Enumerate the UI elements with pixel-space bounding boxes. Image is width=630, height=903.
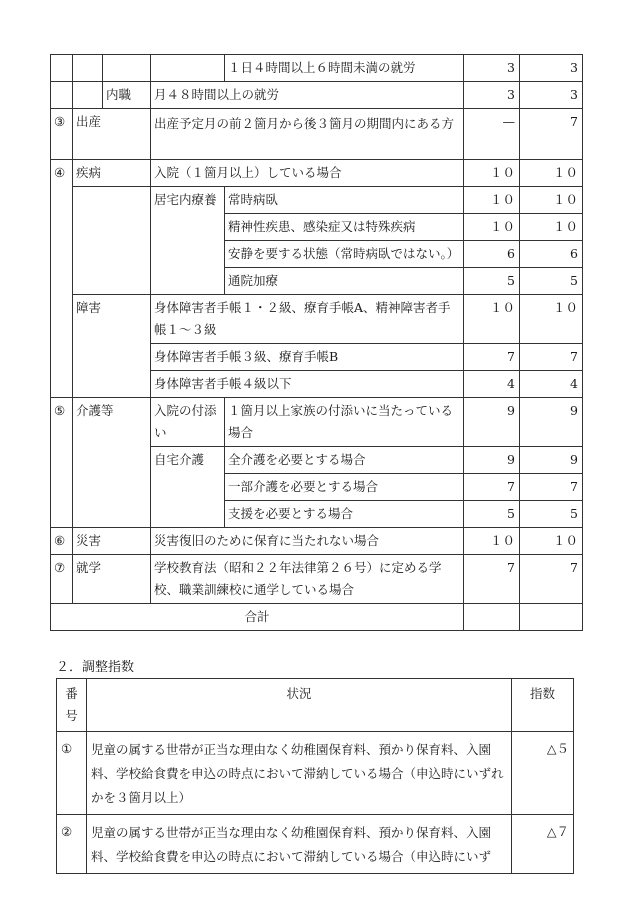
no-cell: ③ xyxy=(51,109,73,160)
table-row xyxy=(51,55,583,82)
value-cell: 9 xyxy=(520,447,583,474)
table-row xyxy=(51,555,583,604)
desc-cell: 身体障害者手帳４級以下 xyxy=(151,371,464,398)
header-no: 番号 xyxy=(57,679,87,732)
value-cell: 3 xyxy=(464,55,520,82)
no-cell: ② xyxy=(57,815,87,874)
value-cell: 5 xyxy=(520,268,583,295)
value-cell: 9 xyxy=(464,398,520,447)
category-cell: 障害 xyxy=(73,295,151,398)
desc-cell: 入院（１箇月以上）している場合 xyxy=(151,160,464,187)
table-header-row xyxy=(57,679,574,732)
value-cell: １０ xyxy=(520,187,583,214)
index-cell: △７ xyxy=(512,815,574,874)
table-row xyxy=(51,295,583,344)
table-row xyxy=(57,732,574,815)
table-row xyxy=(51,187,583,214)
index-cell: △５ xyxy=(512,732,574,815)
table-row xyxy=(51,528,583,555)
no-cell: ⑥ xyxy=(51,528,73,555)
category-cell: 出産 xyxy=(73,109,151,160)
value-cell: 3 xyxy=(520,82,583,109)
table-row xyxy=(51,160,583,187)
value-cell: 3 xyxy=(520,55,583,82)
value-cell: 7 xyxy=(464,555,520,604)
value-cell: １０ xyxy=(520,160,583,187)
value-cell: 4 xyxy=(520,371,583,398)
value-cell: 7 xyxy=(520,555,583,604)
category-cell xyxy=(73,187,151,295)
no-cell: ④ xyxy=(51,160,73,398)
no-cell xyxy=(51,82,73,109)
desc-cell: 災害復旧のために保育に当たれない場合 xyxy=(151,528,464,555)
value-cell: １０ xyxy=(464,160,520,187)
value-cell: 5 xyxy=(520,501,583,528)
desc-cell: 安静を要する状態（常時病臥ではない。） xyxy=(225,241,464,268)
value-cell: 7 xyxy=(464,344,520,371)
subcategory-cell xyxy=(151,55,225,82)
status-cell: 児童の属する世帯が正当な理由なく幼稚園保育料、預かり保育料、入園料、学校給食費を申込の時点において滞納している場合（申込時にいず xyxy=(87,815,512,874)
desc-cell: 支援を必要とする場合 xyxy=(225,501,464,528)
subcategory-cell: 入院の付添い xyxy=(151,398,225,447)
value-cell: 7 xyxy=(520,109,583,160)
category-cell: 災害 xyxy=(73,528,151,555)
desc-cell: 通院加療 xyxy=(225,268,464,295)
subcategory-cell xyxy=(103,55,151,82)
value-cell: １０ xyxy=(520,214,583,241)
value-cell: １０ xyxy=(464,187,520,214)
category-cell: 疾病 xyxy=(73,160,151,187)
value-cell: 7 xyxy=(520,344,583,371)
total-value-cell xyxy=(464,604,520,631)
header-index: 指数 xyxy=(512,679,574,732)
category-cell: 就学 xyxy=(73,555,151,604)
subcategory-cell: 内職 xyxy=(103,82,151,109)
category-cell xyxy=(73,82,103,109)
category-cell xyxy=(73,55,103,82)
value-cell: 9 xyxy=(464,447,520,474)
table-row xyxy=(51,109,583,160)
table-row xyxy=(57,815,574,874)
value-cell: 6 xyxy=(464,241,520,268)
value-cell: １０ xyxy=(464,214,520,241)
value-cell: 4 xyxy=(464,371,520,398)
desc-cell: 身体障害者手帳３級、療育手帳B xyxy=(151,344,464,371)
value-cell: １０ xyxy=(464,295,520,344)
desc-cell: 全介護を必要とする場合 xyxy=(225,447,464,474)
value-cell: 3 xyxy=(464,82,520,109)
section-title: ２．調整指数 xyxy=(56,660,135,675)
no-cell: ⑤ xyxy=(51,398,73,528)
value-cell: 5 xyxy=(464,268,520,295)
status-cell: 児童の属する世帯が正当な理由なく幼稚園保育料、預かり保育料、入園料、学校給食費を申込の時点において滞納している場合（申込時にいずれかを３箇月以上） xyxy=(87,732,512,815)
total-row xyxy=(51,604,583,631)
no-cell xyxy=(51,55,73,82)
desc-cell: 一部介護を必要とする場合 xyxy=(225,474,464,501)
header-status: 状況 xyxy=(87,679,512,732)
total-label: 合計 xyxy=(51,604,464,631)
value-cell: １０ xyxy=(464,528,520,555)
desc-cell: 出産予定月の前２箇月から後３箇月の期間内にある方 xyxy=(151,109,464,160)
total-value-cell xyxy=(520,604,583,631)
value-cell: １０ xyxy=(520,295,583,344)
adjustment-index-table xyxy=(56,678,574,874)
desc-cell: 月４８時間以上の就労 xyxy=(151,82,464,109)
desc-cell: 精神性疾患、感染症又は特殊疾病 xyxy=(225,214,464,241)
subcategory-cell: 自宅介護 xyxy=(151,447,225,528)
desc-cell: 学校教育法（昭和２２年法律第２６号）に定める学校、職業訓練校に通学している場合 xyxy=(151,555,464,604)
value-cell: １０ xyxy=(520,528,583,555)
table-row xyxy=(51,82,583,109)
no-cell: ① xyxy=(57,732,87,815)
value-cell: — xyxy=(464,109,520,160)
need-index-table xyxy=(50,54,583,631)
value-cell: 7 xyxy=(520,474,583,501)
no-cell: ⑦ xyxy=(51,555,73,604)
desc-cell: 常時病臥 xyxy=(225,187,464,214)
value-cell: 9 xyxy=(520,398,583,447)
desc-cell: １日４時間以上６時間未満の就労 xyxy=(225,55,464,82)
value-cell: 5 xyxy=(464,501,520,528)
value-cell: 6 xyxy=(520,241,583,268)
value-cell: 7 xyxy=(464,474,520,501)
category-cell: 介護等 xyxy=(73,398,151,528)
table-row xyxy=(51,398,583,447)
desc-cell: 身体障害者手帳１・２級、療育手帳A、精神障害者手帳１～３級 xyxy=(151,295,464,344)
desc-cell: １箇月以上家族の付添いに当たっている場合 xyxy=(225,398,464,447)
subcategory-cell: 居宅内療養 xyxy=(151,187,225,295)
